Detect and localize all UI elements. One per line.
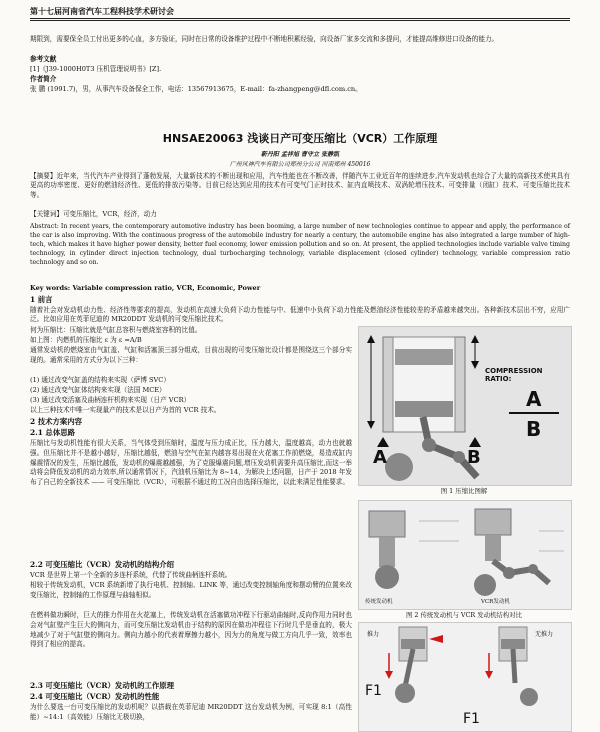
figure-3-label-f1-right: F1 [463, 711, 480, 727]
article-title: HNSAE20063 浅谈日产可变压缩比（VCR）工作原理 [162, 132, 438, 145]
section-2-2-title: 2.2 可变压缩比（VCR）发动机的结构介绍 [30, 560, 175, 569]
section-2-title: 2 技术方案内容 [30, 417, 83, 426]
compression-ratio-label: COMPRESSION RATIO: [485, 367, 543, 383]
author-bio: 张 鹏 (1991.7)，男，从事汽车设备保全工作，电话：13567913675，E-mail：fa-zhangpeng@dfl.com.cn。 [30, 85, 362, 93]
method-item-1: (1) 通过改变气缸盖的结构来实现（萨博 SVC） [30, 376, 170, 384]
running-header: 第十七届河南省汽车工程科技学术研讨会 [30, 6, 174, 16]
fraction-numerator: A [526, 387, 542, 411]
header-rule [30, 18, 570, 21]
section-2-4-paragraph: 为什么要选一台可变压缩比的发动机呢？以搭载在英菲尼迪 MR20DDT 这台发动机为例，可实现 8:1（高性能）~14:1（高效能）压缩比无极切换， [30, 703, 352, 721]
method-item-2: (2) 通过改变气缸体结构来实现（法国 MCE） [30, 386, 166, 394]
references-heading: 参考文献 [30, 55, 57, 63]
figure-1-compression-ratio [358, 326, 572, 486]
figure-3-label-f1-left: F1 [365, 683, 382, 699]
method-item-3: (3) 通过改变活塞及曲柄连杆机构来实现（日产 VCR） [30, 396, 191, 404]
figure-1-caption: 图 1 压缩比图解 [440, 487, 488, 495]
section-2-1-title: 2.1 总体思路 [30, 428, 75, 437]
fraction-denominator: B [526, 417, 542, 441]
abstract-cn: 【摘要】近年来，当代汽车产业得到了蓬勃发展，大量新技术的不断出现和应用，汽车性能也在不断改善，伴随汽车工业近百年的连续进步,汽车发动机也综合了大量的高新技术使其具有更高的功率密度、更好的燃油经济性、更低的排放污染等。目前已经达到应用的技术有可变气门正时技术、缸内直喷技术、双涡轮增压技术、可变排量（闭缸）技术、可变压缩比技术等。 [30, 172, 570, 199]
figure-2-label-conventional: 传统发动机 [365, 599, 393, 605]
intro-paragraph-3: 如上图：内燃机的压缩比 ε 为 ε =A/B [30, 336, 142, 344]
figure-3-label-push: 推力 [367, 631, 380, 638]
prev-article-continuation: 期限到，需要保全员工付出更多的心血，多方验证，同时在日常的设备维护过程中不断地积累经验，向设备厂家多交流和多提问，才能提高维修进口设备的能力。 [30, 35, 499, 43]
section-2-4-title: 2.4 可变压缩比（VCR）发动机的性能 [30, 692, 160, 701]
article-affiliation: 广州风神汽车有限公司郑州分公司 河南郑州 450016 [229, 161, 371, 168]
section-2-3-title: 2.3 可变压缩比（VCR）发动机的工作原理 [30, 681, 175, 690]
intro-paragraph-2: 何为压缩比：压缩比就是气缸总容积与燃烧室容积的比值。 [30, 326, 202, 334]
intro-paragraph-4: 通常发动机的燃烧室由气缸盖、气缸和活塞顶三部分组成，目前出现的可变压缩比设计都是围绕这三个部分实现的。通常采用的方式分为以下三种： [30, 346, 352, 364]
figure-2-engine-comparison [358, 500, 572, 610]
keywords-en: Key words: Variable compression ratio, VCR, Economic, Power [30, 284, 261, 292]
abstract-en: Abstract: In recent years, the contemporary automotive industry has been booming, a large number of new technologies continue to appear and apply, the performance of the car is also improving. With the continuous progress of the automobile industry for nearly a century, the automobile engine has also integrated a large number of high-tech, which makes it have higher power density, better fuel economy, lower emission pollution and so on. At present, the applied technologies include variable valve timing technology, in cylinder direct injection technology, dual turbocharging technology, variable displacement (closed cylinder) technology, variable compression ratio technology and so on. [30, 223, 570, 266]
figure-2-caption: 图 2 传统发动机与 VCR 发动机结构对比 [406, 611, 522, 619]
figure-1-label-a-left: A [373, 447, 387, 468]
figure-3-force-comparison [358, 622, 572, 732]
engine-comparison-illustration [359, 501, 571, 609]
section-1-title: 1 前言 [30, 295, 53, 304]
figure-2-label-vcr: VCR发动机 [481, 599, 510, 605]
section-2-2-paragraph-1: VCR 是世界上第一个全新的多连杆系统，代替了传统曲柄连杆系统。 [30, 571, 232, 579]
section-2-2-paragraph-3: 在燃料做功瞬时，巨大的推力作用在火花塞上，传统发动机在活塞做功冲程下行驱动曲轴时,反向作用力同时也会对气缸壁产生巨大的侧向力，而可变压缩比发动机由于结构的原因在做功冲程往下行时几乎是垂直的，极大地减少了对于气缸壁的侧向力。侧向力越小的代表着摩擦力越小，因为力的角度与做工方向几乎一致，效率也得到了相应的提高。 [30, 611, 352, 649]
intro-paragraph-1: 随着社会对发动机动力性、经济性等要求的提高，发动机在高速大负荷下动力性能与中、低速中小负荷下动力性能及燃油经济性能较差的矛盾越来越突出。各种新技术层出不穷，应用广泛。比如应用在英菲尼迪的 MR20DDT 发动机的可变压缩比技术。 [30, 306, 570, 324]
section-2-2-paragraph-2: 相较于传统发动机，VCR 系统新增了执行电机、控制轴、LINK 等，通过改变控制轴角度和摆动臂的位置来改变压缩比，控制轴的工作原理与曲轴相似。 [30, 581, 352, 599]
intro-paragraph-5: 以上三种技术中唯一实现量产的技术是以日产为首的 VCR 技术。 [30, 406, 221, 414]
article-authors: 靳丹阳 孟祥旭 曹守立 张静凯 [260, 151, 340, 158]
figure-3-label-noforce: 无推力 [535, 631, 554, 638]
reference-item: [1]《J39-1000H0T3 压机管理说明书》[Z]. [30, 65, 162, 73]
section-2-1-paragraph: 压缩比与发动机性能有很大关系，当气体受到压缩时，温度与压力成正比，压力越大，温度越高，动力也就越强。但压缩比并不是越小越好，压缩比越低，燃油与空气在缸内越容易出现在火花塞工作前燃烧，易造成缸内爆震情况的发生，压缩比越低，发动机的爆震越越强，为了克服爆震问题,增压发动机需要升高压缩比,而这一举动将会降低发动机的动力效率,所以通常情况下，汽油机压缩比为 8~14，为解决上述问题，日产于 2018 年发布了自己的全新技术 —— 可变压缩比（VCR），可根据不通过的工况自由选择压缩比，以此来满足性能要求。 [30, 439, 352, 487]
figure-1-label-b-left: B [467, 447, 481, 468]
keywords-cn: 【关键词】可变压缩比，VCR，经济，动力 [30, 210, 157, 218]
author-heading: 作者简介 [30, 75, 57, 83]
